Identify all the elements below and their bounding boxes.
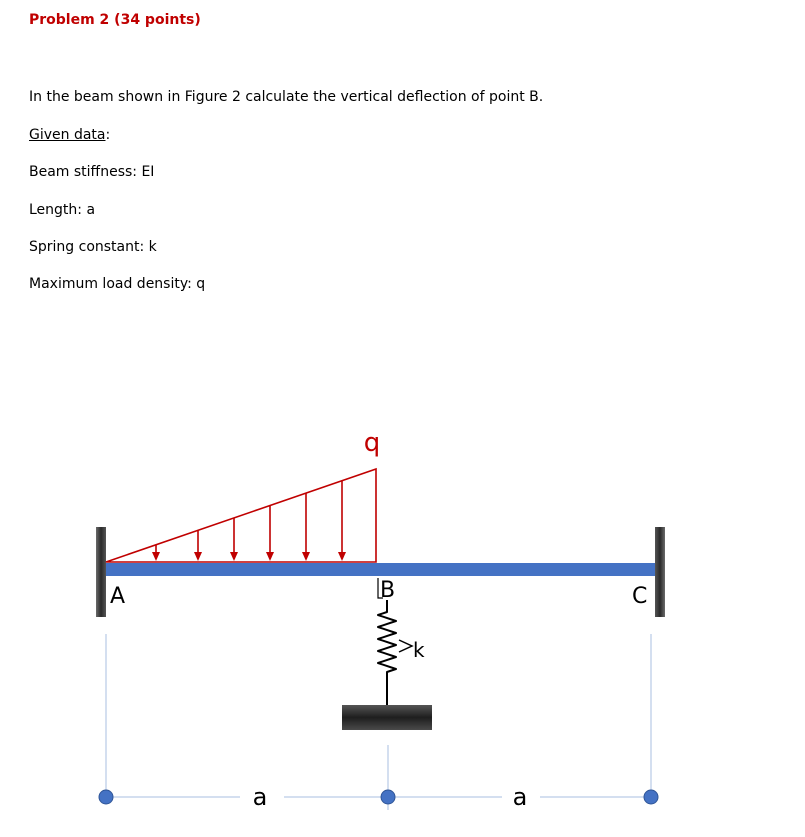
given-beam-stiffness: Beam stiffness: EI: [29, 164, 155, 180]
ground-support: [342, 705, 432, 730]
dim-dot-a: [99, 790, 113, 804]
load-arrow: [266, 505, 274, 561]
load-label-q: q: [363, 428, 381, 458]
point-label-c: C: [632, 584, 648, 609]
fixed-support-left: [96, 527, 106, 617]
load-arrows: [152, 481, 346, 561]
dim-label-left: a: [252, 783, 268, 811]
given-max-load-density: Maximum load density: q: [29, 276, 206, 292]
dim-dot-c: [644, 790, 658, 804]
load-arrow: [152, 545, 160, 561]
spring-pointer: [399, 640, 412, 652]
given-data-colon: :: [105, 127, 111, 143]
problem-statement: In the beam shown in Figure 2 calculate the vertical deflection of point B.: [29, 89, 544, 105]
triangular-load: [106, 469, 376, 562]
point-label-b: B: [380, 578, 396, 603]
point-label-a: A: [110, 584, 126, 609]
given-spring-constant: Spring constant: k: [29, 239, 157, 255]
load-arrow: [302, 493, 310, 561]
dim-label-right: a: [512, 783, 528, 811]
beam: [106, 563, 655, 576]
given-length: Length: a: [29, 202, 96, 218]
load-arrow: [338, 481, 346, 561]
fixed-support-right: [655, 527, 665, 617]
load-arrow: [194, 530, 202, 561]
dim-dot-b: [381, 790, 395, 804]
given-data-text: Given data: [29, 127, 106, 143]
load-arrow: [230, 518, 238, 561]
problem-heading: Problem 2 (34 points): [29, 12, 201, 28]
spring: [378, 600, 396, 707]
spring-label-k: k: [413, 638, 425, 662]
